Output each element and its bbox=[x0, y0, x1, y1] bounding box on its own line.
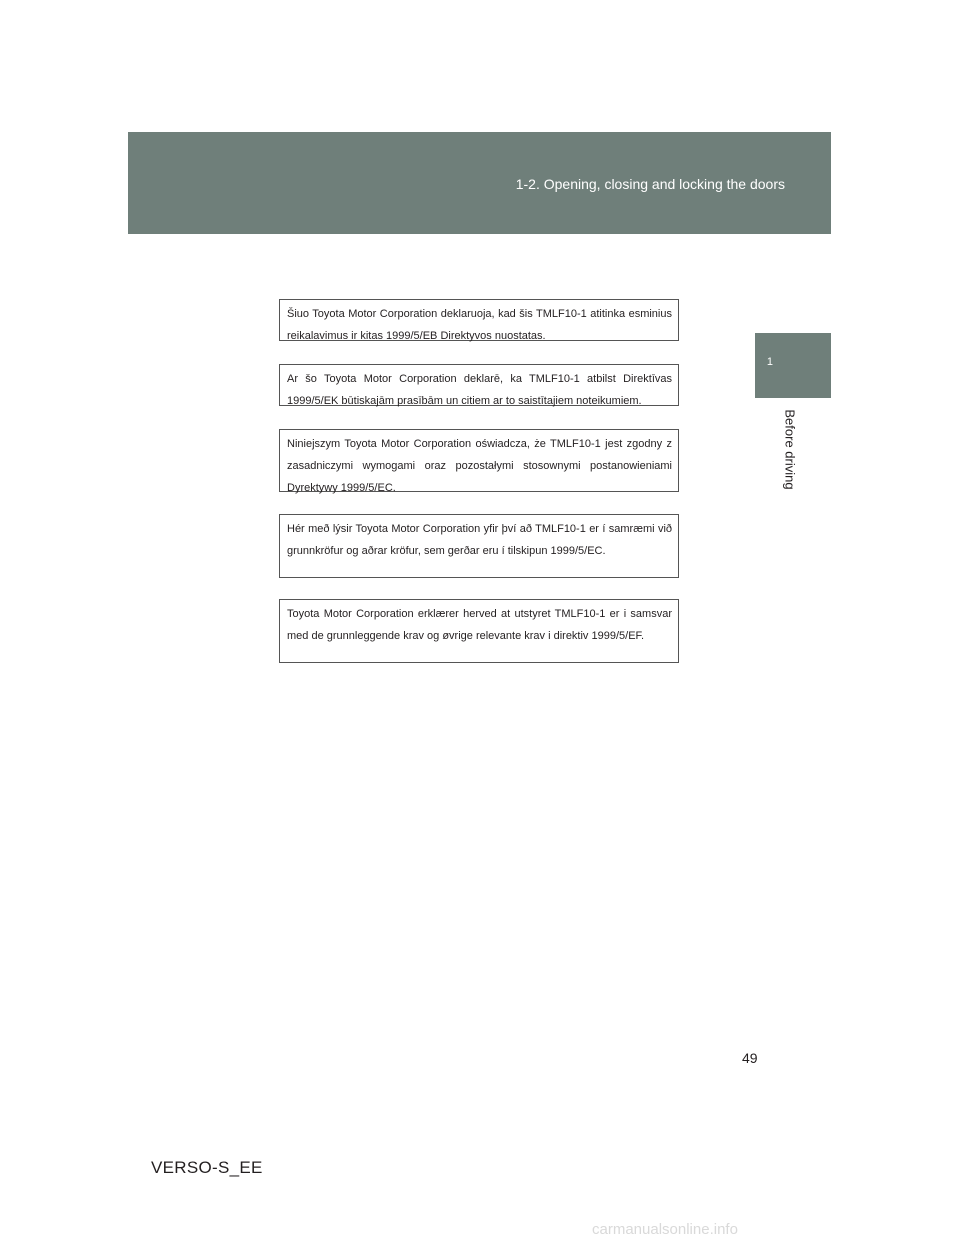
declaration-notice-icelandic: Hér með lýsir Toyota Motor Corporation yfir því að TMLF10-1 er í samræmi við grunnkröfur og aðrar kröfur, sem gerðar eru í tilskipun 1999/5/EC. bbox=[279, 514, 679, 578]
page-number: 49 bbox=[742, 1050, 758, 1066]
declaration-notice-polish: Niniejszym Toyota Motor Corporation oświadcza, że TMLF10-1 jest zgodny z zasadniczymi wymogami oraz pozostałymi stosownymi postanowieniami Dyrektywy 1999/5/EC. bbox=[279, 429, 679, 492]
declaration-notice-norwegian: Toyota Motor Corporation erklærer herved at utstyret TMLF10-1 er i samsvar med de grunnleggende krav og øvrige relevante krav i direktiv 1999/5/EF. bbox=[279, 599, 679, 663]
declaration-notice-latvian: Ar šo Toyota Motor Corporation deklarē, ka TMLF10-1 atbilst Direktīvas 1999/5/EK būtiskajām prasībām un citiem ar to saistītajiem noteikumiem. bbox=[279, 364, 679, 406]
declaration-notice-lithuanian: Šiuo Toyota Motor Corporation deklaruoja, kad šis TMLF10-1 atitinka esminius reikalavimus ir kitas 1999/5/EB Direktyvos nuostatas. bbox=[279, 299, 679, 341]
header-band bbox=[128, 132, 831, 234]
section-title: 1-2. Opening, closing and locking the doors bbox=[515, 176, 785, 192]
chapter-label: Before driving bbox=[782, 409, 798, 490]
chapter-number: 1 bbox=[766, 356, 773, 368]
watermark: carmanualsonline.info bbox=[592, 1221, 738, 1238]
model-code: VERSO-S_EE bbox=[151, 1158, 263, 1177]
